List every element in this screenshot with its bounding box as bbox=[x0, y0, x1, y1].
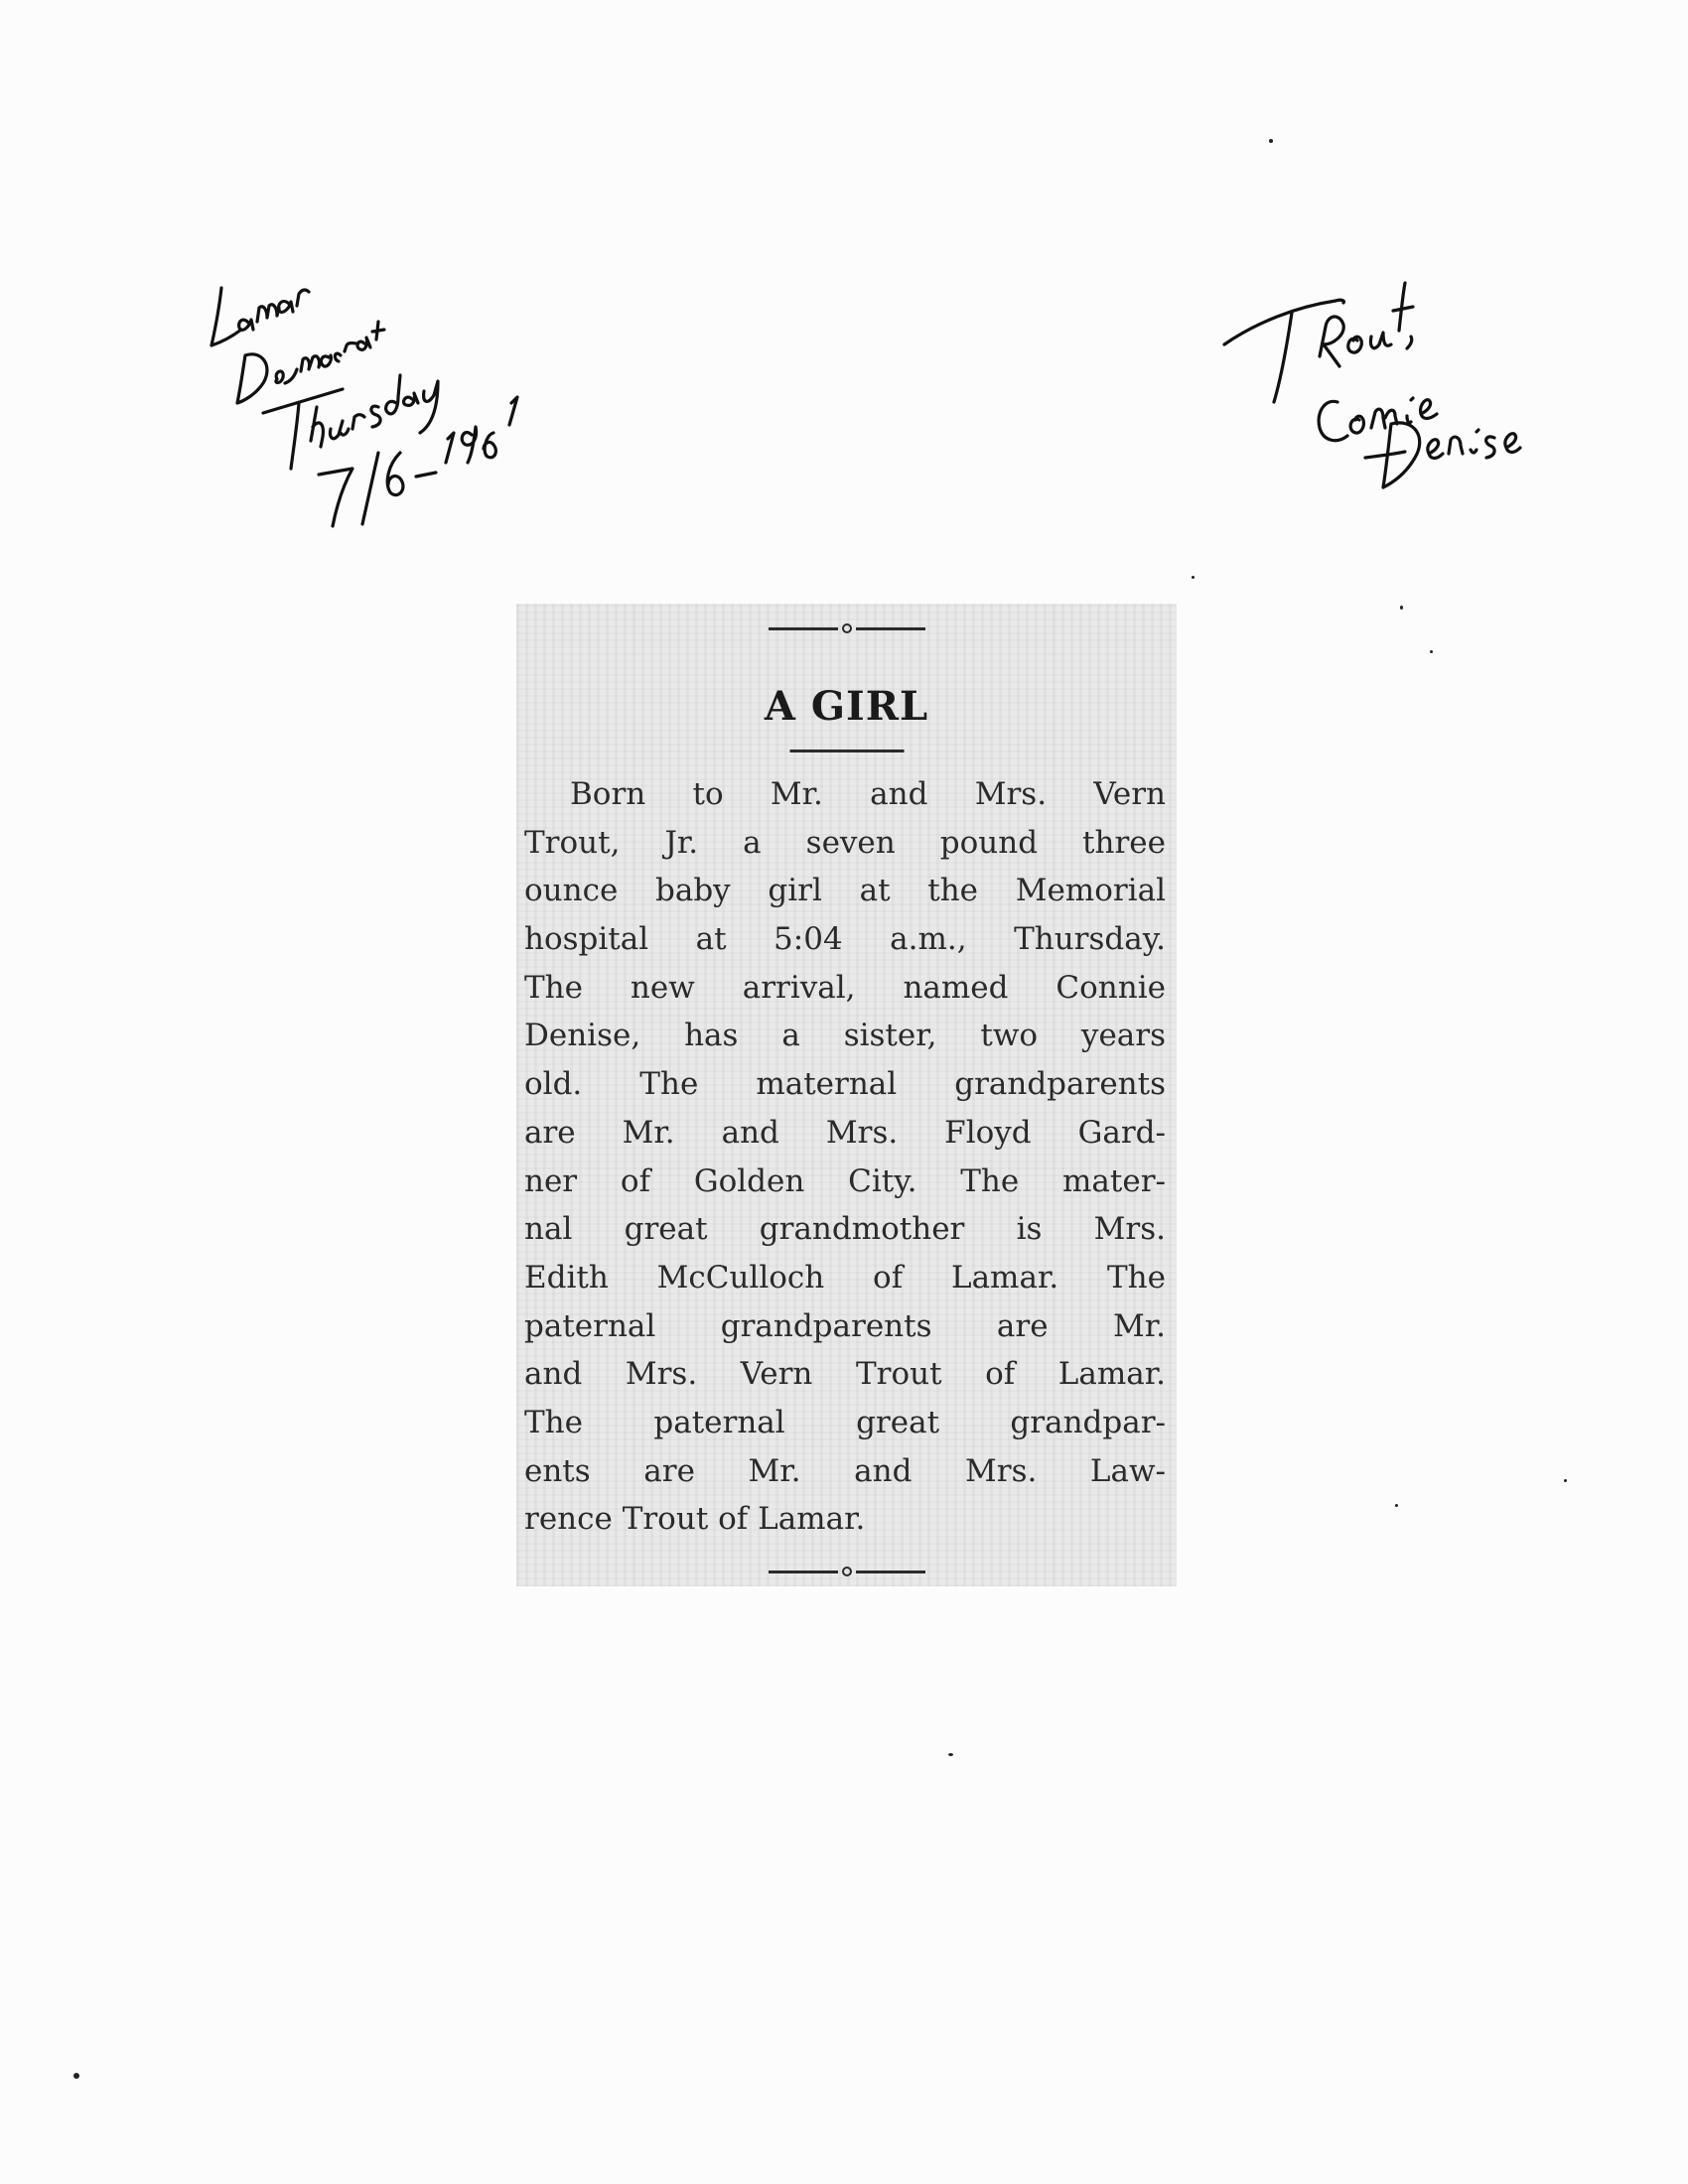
body-line: The new arrival, named Connie bbox=[524, 969, 1166, 1006]
scan-speck bbox=[1430, 650, 1433, 653]
scan-speck bbox=[1269, 139, 1273, 143]
body-line: are Mr. and Mrs. Floyd Gard- bbox=[524, 1114, 1166, 1151]
body-line: ounce baby girl at the Memorial bbox=[524, 873, 1166, 909]
body-line: The paternal great grandpar- bbox=[524, 1404, 1166, 1440]
body-line: ents are Mr. and Mrs. Law- bbox=[524, 1452, 1166, 1489]
top-ornament-rule bbox=[769, 623, 925, 633]
body-line: paternal grandparents are Mr. bbox=[524, 1307, 1166, 1344]
body-line: and Mrs. Vern Trout of Lamar. bbox=[524, 1356, 1166, 1393]
body-line: ner of Golden City. The mater- bbox=[524, 1162, 1166, 1199]
body-line: hospital at 5:04 a.m., Thursday. bbox=[524, 921, 1166, 958]
handwritten-note-name bbox=[1216, 253, 1614, 531]
headline-rule bbox=[789, 750, 904, 752]
body-line: nal great grandmother is Mrs. bbox=[524, 1211, 1166, 1248]
clipping-body bbox=[524, 770, 1166, 1544]
scan-speck bbox=[948, 1753, 953, 1756]
body-line: Denise, has a sister, two years bbox=[524, 1018, 1166, 1054]
handwritten-note-publication bbox=[194, 258, 591, 556]
body-line: Trout, Jr. a seven pound three bbox=[524, 824, 1166, 861]
scan-speck bbox=[73, 2073, 79, 2079]
body-line: old. The maternal grandparents bbox=[524, 1066, 1166, 1103]
newspaper-clipping bbox=[516, 604, 1177, 1586]
scan-speck bbox=[1564, 1479, 1567, 1482]
scan-speck bbox=[1192, 576, 1195, 579]
body-line: Edith McCulloch of Lamar. The bbox=[524, 1259, 1166, 1296]
body-line: Born to Mr. and Mrs. Vern bbox=[570, 776, 1166, 812]
bottom-ornament-rule bbox=[769, 1567, 925, 1576]
scan-speck bbox=[1395, 1504, 1398, 1507]
clipping-headline: A GIRL bbox=[764, 683, 929, 730]
body-line: rence Trout of Lamar. bbox=[524, 1501, 866, 1538]
scan-speck bbox=[1400, 606, 1403, 610]
